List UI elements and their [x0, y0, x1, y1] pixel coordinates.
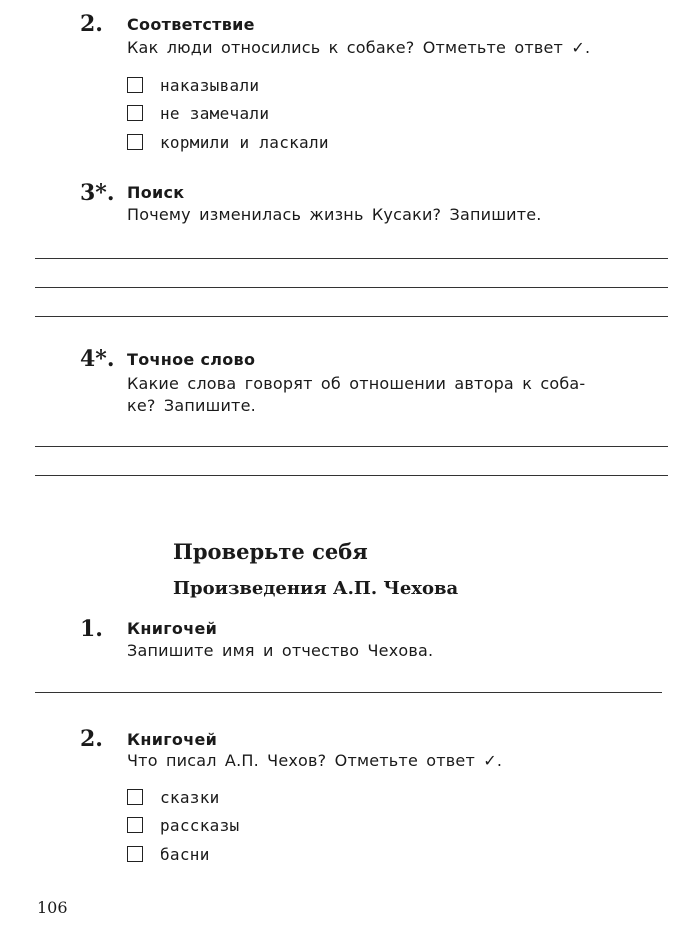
checkbox[interactable] — [127, 789, 143, 805]
check-2-question: Что писал А.П. Чехов? Отметьте ответ ✓. — [127, 751, 503, 770]
answer-line[interactable] — [35, 287, 668, 288]
option-label: кормили и ласкали — [160, 133, 329, 152]
task-4-number: 4*. — [80, 346, 115, 372]
task-2-number: 2. — [80, 11, 103, 37]
checkbox[interactable] — [127, 77, 143, 93]
option-label: басни — [160, 845, 210, 864]
task-4-question-line-1: Какие слова говорят об отношении автора к соба- — [127, 374, 586, 393]
check-1-title: Книгочей — [127, 619, 218, 638]
checkbox[interactable] — [127, 105, 143, 121]
section-title: Проверьте себя — [173, 539, 368, 564]
checkbox[interactable] — [127, 846, 143, 862]
task-3-number: 3*. — [80, 180, 115, 206]
answer-line[interactable] — [35, 446, 668, 447]
option-label: не замечали — [160, 104, 270, 123]
task-4-title: Точное слово — [127, 350, 256, 369]
task-2-title: Соответствие — [127, 15, 255, 34]
checkbox[interactable] — [127, 817, 143, 833]
task-2-question: Как люди относились к собаке? Отметьте ответ ✓. — [127, 38, 591, 57]
answer-line[interactable] — [35, 316, 668, 317]
section-subtitle: Произведения А.П. Чехова — [173, 578, 459, 599]
check-2-title: Книгочей — [127, 730, 218, 749]
task-3-title: Поиск — [127, 183, 185, 202]
check-1-question: Запишите имя и отчество Чехова. — [127, 641, 434, 660]
answer-line[interactable] — [35, 475, 668, 476]
check-1-number: 1. — [80, 616, 103, 642]
page-number: 106 — [37, 898, 68, 917]
check-2-number: 2. — [80, 726, 103, 752]
option-label: наказывали — [160, 76, 260, 95]
task-4-question-line-2: ке? Запишите. — [127, 396, 256, 415]
option-label: сказки — [160, 788, 220, 807]
checkbox[interactable] — [127, 134, 143, 150]
answer-line[interactable] — [35, 258, 668, 259]
answer-line[interactable] — [35, 692, 662, 693]
task-3-question: Почему изменилась жизнь Кусаки? Запишите. — [127, 205, 542, 224]
option-label: рассказы — [160, 816, 240, 835]
